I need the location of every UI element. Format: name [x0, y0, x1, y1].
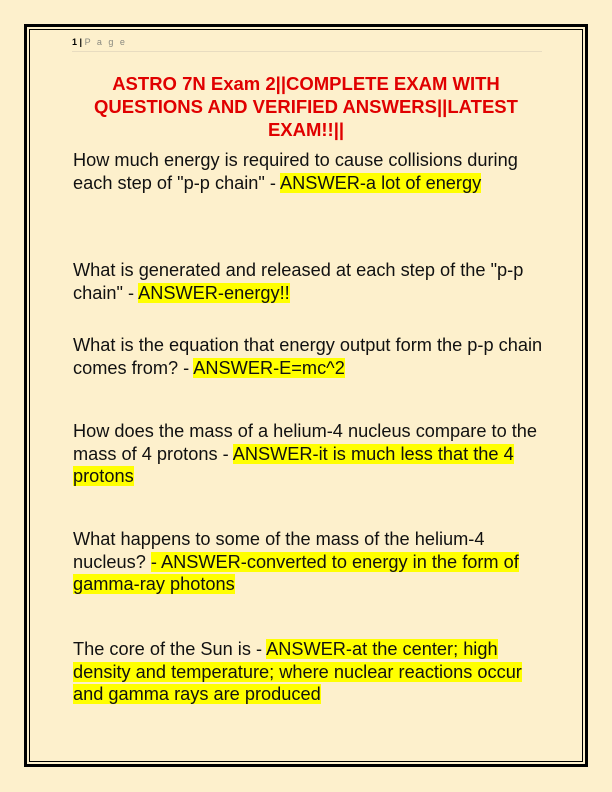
qa-item	[73, 638, 543, 706]
qa-item	[73, 259, 553, 304]
question: How much energy is required to cause collisions during each step of "p-p chain" -	[73, 150, 518, 193]
header-separator: |	[79, 37, 83, 47]
page-label: P a g e	[84, 37, 127, 47]
qa-item	[73, 528, 533, 596]
answer: ANSWER-a lot of energy	[280, 172, 482, 193]
qa-item	[73, 420, 553, 488]
page-header	[72, 37, 542, 52]
answer: ANSWER-at the center; high density and temperature; where nuclear reactions occur and gamma rays are produced	[73, 639, 522, 704]
answer: ANSWER-E=mc^2	[193, 357, 345, 378]
qa-item	[73, 149, 553, 194]
page-number: 1	[72, 37, 78, 47]
answer: ANSWER-it is much less that the 4 protons	[73, 443, 514, 486]
question: What happens to some of the mass of the helium-4 nucleus?	[73, 529, 485, 572]
question: What is the equation that energy output form the p-p chain comes from? -	[73, 335, 543, 378]
qa-item	[73, 334, 553, 379]
question: How does the mass of a helium-4 nucleus compare to the mass of 4 protons -	[73, 421, 538, 464]
answer: ANSWER-energy!!	[138, 282, 290, 303]
answer: - ANSWER-converted to energy in the form of gamma-ray photons	[73, 551, 519, 594]
question: The core of the Sun is -	[73, 639, 267, 659]
question: What is generated and released at each step of the "p-p chain" -	[73, 260, 524, 303]
document-title: ASTRO 7N Exam 2||COMPLETE EXAM WITH QUESTIONS AND VERIFIED ANSWERS||LATEST EXAM!!||	[94, 73, 518, 140]
